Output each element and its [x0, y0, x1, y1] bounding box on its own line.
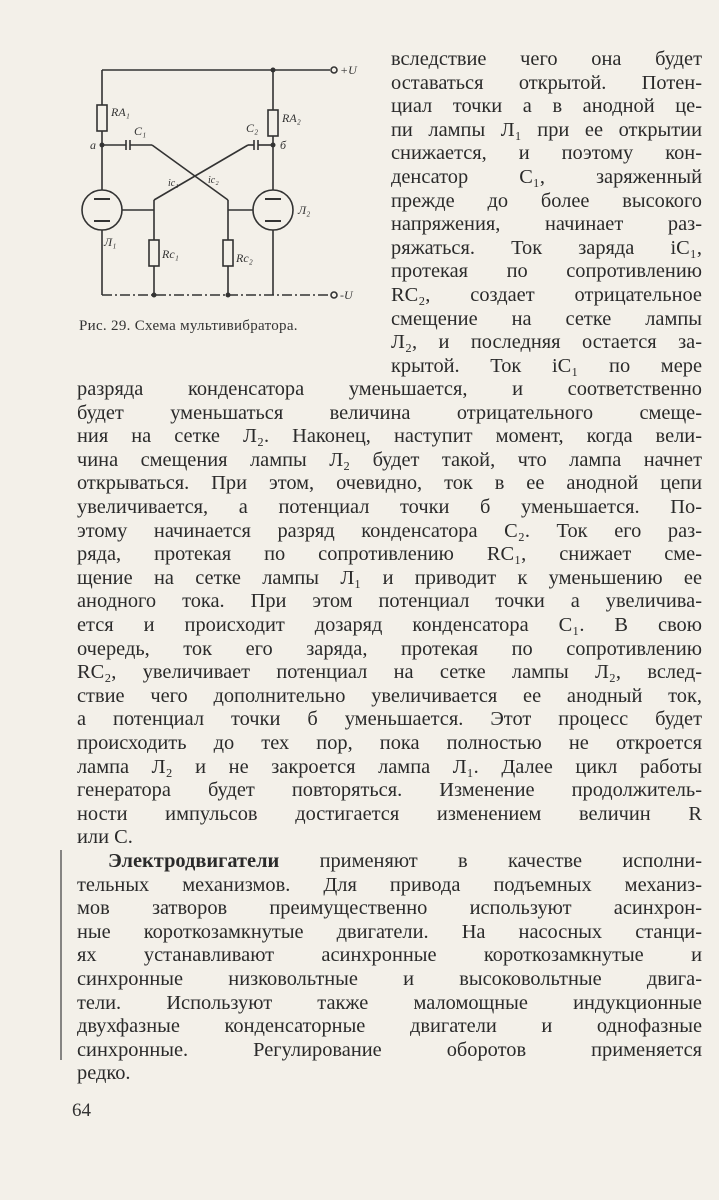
- paragraph-2-first-line-rest: применяют в качестве исполни-: [279, 850, 702, 872]
- text-line: генератора будет повторяться. Изменение продолжитель-: [77, 779, 702, 802]
- text-line: ности импульсов достигается изменением величин R: [77, 802, 702, 825]
- rc2-label: Rc₂: [236, 251, 253, 265]
- ra1-label: RA₁: [111, 105, 130, 119]
- text-line: ряжаться. Ток заряда iC₁,: [391, 236, 702, 259]
- text-line: ется и происходит дозаряд конденсатора C₁. В свою: [77, 614, 702, 636]
- text-line: этому начинается разряд конденсатора C₂. Ток его раз-: [77, 519, 702, 542]
- text-line: смещение на сетке лампы: [391, 307, 702, 330]
- text-line: лампа Л₂ и не закроется лампа Л₁. Далее цикл работы: [77, 755, 702, 778]
- point-a-label: a: [90, 138, 96, 152]
- text-line: вследствие чего она будет: [391, 48, 702, 70]
- text-line: циал точки a в анодной це-: [391, 95, 702, 118]
- text-line: напряжения, начинает раз-: [391, 213, 702, 236]
- text-line: открываться. При этом, очевидно, ток в ее анодной цепи: [77, 472, 702, 495]
- text-line: а потенциал точки б уменьшается. Этот процесс будет: [77, 708, 702, 731]
- text-line: очередь, ток его заряда, протекая по сопротивлению: [77, 637, 702, 660]
- text-line: увеличивается, а потенциал точки б уменьшается. По-: [77, 496, 702, 518]
- margin-mark: [60, 850, 62, 1060]
- ic1-label: ic₁: [168, 178, 179, 189]
- text-line: или C.: [77, 826, 133, 849]
- multivibrator-schematic: [68, 50, 368, 320]
- l1-label: Л₁: [104, 235, 117, 249]
- c2-label: C₂: [246, 121, 259, 135]
- text-line: происходить до тех пор, пока полностью не откроется: [77, 732, 702, 754]
- text-line: тели. Используют также маломощные индукционные: [77, 991, 702, 1014]
- text-line: чина смещения лампы Л₂ будет такой, что лампа начнет: [77, 448, 702, 471]
- rc1-label: Rc₁: [162, 247, 179, 261]
- point-b-label: б: [280, 138, 287, 152]
- text-line: ряда, протекая по сопротивлению RC₁, снижает сме-: [77, 543, 702, 566]
- text-line: ния на сетке Л₂. Наконец, наступит момент, когда вели-: [77, 425, 702, 448]
- text-line: щение на сетке лампы Л₁ и приводит к уменьшению ее: [77, 566, 702, 589]
- text-line: синхронные низковольтные и высоковольтные двига-: [77, 968, 702, 990]
- minus-u-label: -U: [340, 288, 353, 302]
- text-line: анодного тока. При этом потенциал точки a увеличива-: [77, 590, 702, 613]
- text-line: двухфазные конденсаторные двигатели и однофазные: [77, 1015, 702, 1038]
- text-line: RC₂, увеличивает потенциал на сетке лампы Л₂, вслед-: [77, 661, 702, 684]
- text-line: мов затворов преимущественно используют асинхрон-: [77, 897, 702, 920]
- term-electromotors: Электродвигатели: [108, 850, 280, 872]
- text-line: синхронные. Регулирование оборотов применяется: [77, 1038, 702, 1061]
- text-line: прежде до более высокого: [391, 189, 702, 212]
- text-line: денсатор C₁, заряженный: [391, 166, 702, 188]
- text-line: оставаться открытой. Потен-: [391, 71, 702, 94]
- l2-label: Л₂: [298, 203, 311, 217]
- text-line: ствие чего дополнительно увеличивается ее анодный ток,: [77, 684, 702, 707]
- text-line: будет уменьшаться величина отрицательного смеще-: [77, 401, 702, 424]
- text-line: пи лампы Л₁ при ее открытии: [391, 118, 702, 141]
- text-line: снижается, и поэтому кон-: [391, 142, 702, 165]
- plus-u-label: +U: [340, 63, 357, 77]
- text-line: тельных механизмов. Для привода подъемных механиз-: [77, 873, 702, 896]
- c1-label: C₁: [134, 124, 147, 138]
- ra2-label: RA₂: [282, 111, 301, 125]
- text-line: протекая по сопротивлению: [391, 260, 702, 283]
- text-line: RC₂, создает отрицательное: [391, 284, 702, 306]
- text-line: Л₂, и последняя остается за-: [391, 331, 702, 354]
- text-line: редко.: [77, 1062, 131, 1085]
- page-number: 64: [72, 1100, 91, 1121]
- text-line: ях устанавливают асинхронные короткозамкнутые и: [77, 944, 702, 967]
- text-line: крытой. Ток iC₁ по мере: [391, 354, 702, 377]
- figure-caption: Рис. 29. Схема мультивибратора.: [79, 318, 298, 334]
- text-line: ные короткозамкнутые двигатели. На насосных станци-: [77, 920, 702, 943]
- ic2-label: ic₂: [208, 175, 219, 186]
- text-line: разряда конденсатора уменьшается, и соответственно: [77, 378, 702, 400]
- paragraph-2-first-line: [108, 850, 702, 872]
